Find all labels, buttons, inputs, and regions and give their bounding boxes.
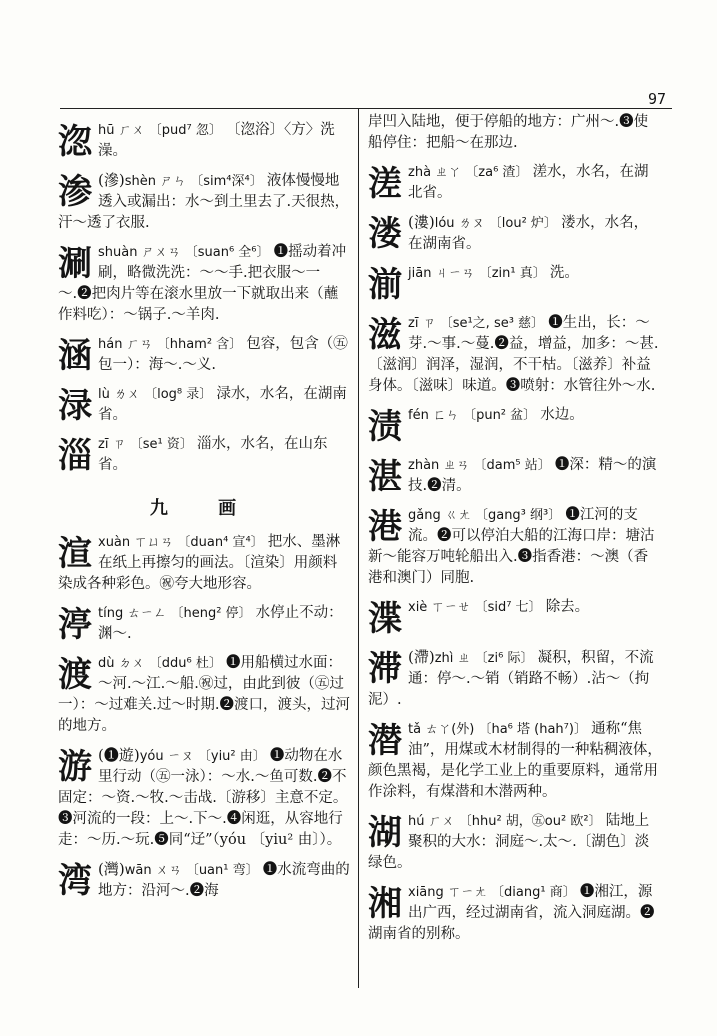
entry-pronunciation: hū ㄏㄨ 〔pud⁷ 忽〕 [98, 123, 226, 138]
entry-traditional-form: (滯) [408, 648, 435, 666]
dictionary-entry [368, 455, 662, 497]
entry-headword: 渗 [58, 172, 92, 212]
entry-headword: 渫 [368, 599, 402, 639]
entry-pronunciation: shèn ㄕㄣ 〔sim⁴深⁴〕 [124, 174, 267, 189]
entry-definition: ❶水流弯曲的地方：沿河～.❷海 [98, 862, 350, 899]
entry-headword: 湛 [368, 457, 402, 497]
dictionary-entry [368, 719, 662, 803]
dictionary-entry [58, 859, 350, 902]
entry-pronunciation: lóu ㄌㄡ 〔lou² 炉〕 [434, 216, 562, 231]
entry-headword: 滞 [368, 649, 402, 689]
entry-headword: 渍 [368, 407, 402, 447]
entry-definition: ❶动物在水里行动（㊄一泳）：～水.～鱼可数.❷不固定：～资.～牧.～击战.〔游移〕主意不定。❸河流的一段：上～.下～.❹闲逛，从容地行走：～历.～玩.❺同“䢊”（yóu 〔yiu² 由〕）。 [58, 748, 348, 848]
dictionary-entry [368, 405, 662, 447]
entry-headword: 潜 [368, 721, 402, 761]
entry-headword: 湾 [58, 861, 92, 901]
entry-pronunciation: lù ㄌㄨ 〔log⁸ 录〕 [98, 387, 217, 402]
dictionary-entry [58, 745, 350, 851]
dictionary-entry [368, 313, 662, 397]
entry-definition: 通称“焦油”，用煤或木材制得的一种粘稠液体，颜色黑褐，是化学工业上的重要原料，通常用作涂料，有煤潜和木潜两种。 [368, 721, 662, 800]
entry-pronunciation: zī ㄗ 〔se¹ 资〕 [98, 437, 197, 452]
dictionary-entry [368, 162, 662, 204]
entry-definition: 把水、墨淋在纸上再擦匀的画法。〔渲染〕用颜料染成各种彩色。㊗夸大地形容。 [58, 534, 341, 592]
entry-headword: 渡 [58, 655, 92, 695]
dictionary-entry [368, 647, 662, 711]
dictionary-entry [58, 434, 350, 476]
dictionary-entry [368, 505, 662, 589]
section-title: 九 画 [149, 498, 259, 519]
entry-pronunciation: xiāng ㄒㄧㄤ 〔diang¹ 商〕 [408, 885, 580, 900]
entry-pronunciation: xiè ㄒㄧㄝ 〔sid⁷ 七〕 [408, 600, 546, 615]
entry-traditional-form: (灣) [98, 860, 125, 878]
page-number: 97 [648, 90, 667, 108]
entry-definition: 淄水，水名，在山东省。 [98, 436, 328, 473]
entry-traditional-form: (滲) [98, 171, 125, 189]
entry-definition: 包容，包含（㊄包一）：海～.～义. [98, 336, 348, 373]
entry-headword: 渌 [58, 386, 92, 426]
entry-headword: 湖 [368, 813, 402, 853]
dictionary-entry [58, 334, 350, 376]
entry-headword: 港 [368, 507, 402, 547]
entry-definition: 渌水，水名，在湖南省。 [98, 386, 347, 423]
entry-headword: 湔 [368, 265, 402, 305]
entry-headword: 渲 [58, 534, 92, 574]
entry-pronunciation: hú ㄏㄨ 〔hhu² 胡，㊄ou² 欧²〕 [408, 814, 606, 829]
entry-headword: 溇 [368, 214, 402, 254]
entry-definition: ❶湘江，源出广西，经过湖南省，流入洞庭湖。❷湖南省的别称。 [368, 884, 655, 942]
entry-headword: 滋 [368, 315, 402, 355]
entry-definition: 液体慢慢地透入或漏出：水～到土里去了.天很热，汗～透了衣服. [58, 173, 350, 231]
entry-pronunciation: shuàn ㄕㄨㄢ 〔suan⁶ 全⁶〕 [98, 245, 274, 260]
entry-pronunciation: zhì ㄓ 〔zi⁶ 际〕 [434, 651, 538, 666]
entry-pronunciation: xuàn ㄒㄩㄢ 〔duan⁴ 宣⁴〕 [98, 535, 268, 550]
entry-definition: ❶用船横过水面：～河.～江.～船.㊗过，由此到彼（㊄过一）：～过难关.过～时期.❷渡口，渡头，过河的地方。 [58, 655, 350, 734]
dictionary-entry [368, 811, 662, 874]
entry-definition: ❶江河的支流。❷可以停泊大船的江海口岸：塘沽新～能容万吨轮船出入.❸指香港：～澳（香港和澳门）同胞. [368, 507, 655, 586]
entry-headword: 涮 [58, 244, 92, 284]
dictionary-entry [58, 532, 350, 595]
entry-definition: 水边。 [540, 407, 584, 423]
dictionary-entry [58, 384, 350, 426]
entry-pronunciation: zhàn ㄓㄢ 〔dam⁵ 站〕 [408, 458, 555, 473]
dictionary-entry [368, 882, 662, 945]
entry-headword: 溠 [368, 164, 402, 204]
right-column [368, 112, 662, 988]
entry-pronunciation: yóu ㄧㄡ 〔yiu² 由〕 [139, 749, 270, 764]
entry-traditional-form: (漊) [408, 213, 435, 231]
entry-definition: 溇水，水名，在湖南省。 [408, 215, 649, 252]
entry-headword: 淄 [58, 436, 92, 476]
column-divider [358, 108, 359, 988]
entry-pronunciation: hán ㄏㄢ 〔hham² 含〕 [98, 337, 247, 352]
entry-headword: 湘 [368, 884, 402, 924]
dictionary-entry [58, 170, 350, 234]
left-column [58, 112, 350, 988]
entry-headword: 渟 [58, 605, 92, 645]
entry-headword: 淴 [58, 122, 92, 162]
dictionary-entry [368, 212, 662, 255]
entry-definition: 洗。 [549, 265, 579, 281]
entry-pronunciation: gǎng ㄍㄤ 〔gang³ 纲³〕 [408, 508, 566, 523]
entry-pronunciation: tíng ㄊㄧㄥ 〔heng² 停〕 [98, 606, 256, 621]
dictionary-entry [368, 597, 662, 639]
entry-definition: 水停止不动：渊～. [98, 605, 343, 642]
entry-definition: 除去。 [545, 599, 590, 615]
entry-definition: ❶摇动着冲刷，略微洗洗：～～手.把衣服～一～.❷把肉片等在滚水里放一下就取出来（蘸作料吃）：～锅子.～羊肉. [58, 244, 347, 323]
entry-definition: 溠水，水名，在湖北省。 [408, 164, 649, 201]
dictionary-entry [58, 603, 350, 645]
entry-pronunciation: jiān ㄐㄧㄢ 〔zin¹ 真〕 [408, 266, 550, 281]
dictionary-entry [58, 120, 350, 162]
entry-pronunciation: zī ㄗ 〔se¹之, se³ 慈〕 [408, 316, 549, 331]
entry-definition: ❶深：精～的演技.❷清。 [408, 457, 657, 494]
dictionary-entry [58, 653, 350, 737]
entry-headword: 游 [58, 747, 92, 787]
entry-pronunciation: dù ㄉㄨ 〔ddu⁶ 杜〕 [98, 656, 226, 671]
entry-definition: 岸凹入陆地，便于停船的地方：广州～.❸使船停住：把船～在那边. [368, 114, 649, 151]
entry-definition: 凝积，积留，不流通：停～.～销（销路不畅）.沾～（拘泥）. [368, 650, 654, 708]
entry-definition: ❶生出，长：～芽.～事.～蔓.❷益，增益，加多：～甚.〔滋润〕润泽，湿润，不干枯。〔滋养〕补益身体。〔滋味〕味道。❸喷射：水管往外～水. [368, 315, 659, 394]
entry-pronunciation: wān ㄨㄢ 〔uan¹ 弯〕 [124, 863, 263, 878]
entry-pronunciation: fén ㄈㄣ 〔pun² 盆〕 [408, 408, 541, 423]
dictionary-entry [368, 112, 662, 154]
top-rule [60, 108, 672, 109]
entry-definition: 〔淴浴〕〈方〉洗澡。 [98, 122, 335, 159]
entry-pronunciation: zhà ㄓㄚ 〔za⁶ 渣〕 [408, 165, 533, 180]
entry-headword: 涵 [58, 336, 92, 376]
entry-pronunciation: tǎ ㄊㄚ(外) 〔ha⁶ 塔 (hah⁷)〕 [408, 722, 592, 737]
entry-definition: 陆地上聚积的大水：洞庭～.太～.〔湖色〕淡绿色。 [368, 813, 650, 871]
dictionary-entry [58, 242, 350, 326]
entry-traditional-form: (❶遊) [98, 746, 140, 764]
dictionary-entry [368, 263, 662, 305]
